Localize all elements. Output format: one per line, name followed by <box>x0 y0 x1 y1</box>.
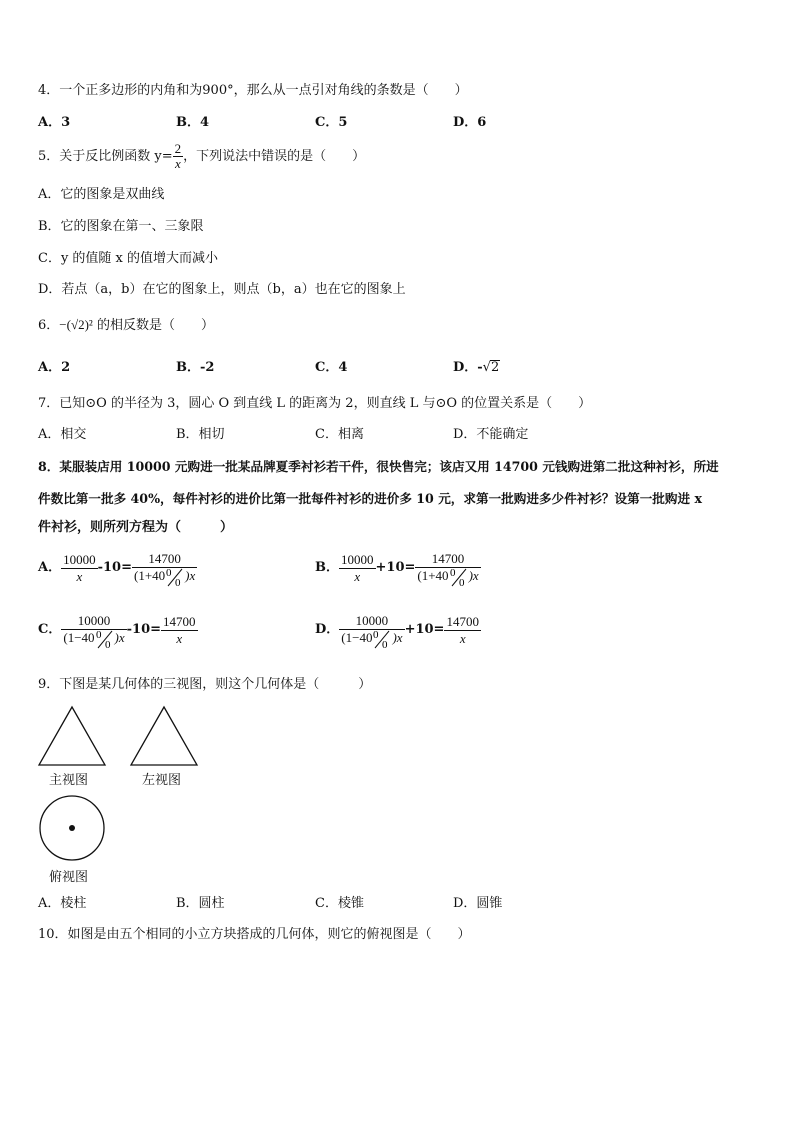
q5-frac-den: x <box>175 156 181 171</box>
q7-option-c: C．相离 <box>315 427 364 442</box>
q8-option-c <box>38 613 198 651</box>
q8-b-right-fraction <box>415 551 480 589</box>
q8-a-right-den-pre: (1+40 <box>133 568 166 583</box>
q5-option-a: A．它的图象是双曲线 <box>38 187 165 202</box>
q8-b-left-fraction <box>339 552 376 585</box>
q8-d-left-fraction <box>339 613 404 651</box>
q8-c-right-fraction <box>161 614 198 647</box>
q4-option-c: C．5 <box>315 115 348 130</box>
q7-option-b: B．相切 <box>176 427 225 442</box>
q8-d-left-num: 10000 <box>339 613 404 630</box>
top-view-circle-icon <box>36 793 108 865</box>
q9-option-c: C．棱锥 <box>315 896 364 911</box>
q8-a-right-fraction <box>132 551 197 589</box>
q4-option-b: B．4 <box>176 115 210 130</box>
svg-text:0: 0 <box>175 577 181 589</box>
q8-a-left-fraction <box>61 552 98 585</box>
q5-option-b: B．它的图象在第一、三象限 <box>38 219 204 234</box>
q8-option-d-label: D． <box>315 622 340 638</box>
q9-option-a: A．棱柱 <box>38 896 87 911</box>
q5-fraction <box>173 142 184 171</box>
q8-c-left-den-post: )x <box>114 630 125 645</box>
question-7-stem: 7．已知⊙O 的半径为 3，圆心 O 到直线 L 的距离为 2，则直线 L 与⊙O 的位置关系是（ ） <box>38 396 592 411</box>
sqrt-icon: √ <box>482 360 491 375</box>
q6-option-d <box>453 359 500 377</box>
question-9-stem: 9．下图是某几何体的三视图，则这个几何体是（ ） <box>38 677 372 692</box>
q8-a-right-den-post: )x <box>185 568 196 583</box>
q6-option-c: C．4 <box>315 360 348 375</box>
percent-icon <box>372 629 392 651</box>
svg-text:0: 0 <box>382 639 388 651</box>
question-8-line-2: 件数比第一批多 40%，每件衬衫的进价比第一批每件衬衫的进价多 10 元，求第一批购进多少件衬衫？设第一批购进 x <box>38 491 702 506</box>
q8-c-operator: -10= <box>126 622 162 638</box>
question-10-stem: 10．如图是由五个相同的小立方块搭成的几何体，则它的俯视图是（ ） <box>38 927 471 942</box>
q8-d-right-num: 14700 <box>446 613 479 629</box>
question-4-stem: 4．一个正多边形的内角和为900°，那么从一点引对角线的条数是（ ） <box>38 83 468 98</box>
question-5-stem <box>38 142 365 171</box>
q8-c-left-den-pre: (1−40 <box>63 630 95 645</box>
q8-option-c-label: C． <box>38 622 62 638</box>
svg-text:0: 0 <box>458 577 465 589</box>
question-8-line-1: 8．某服装店用 10000 元购进一批某品牌夏季衬衫若干件，很快售完；该店又用 14700 元钱购进第二批这种衬衫，所进 <box>38 459 719 474</box>
q8-c-left-den <box>61 629 126 651</box>
svg-text:0: 0 <box>104 639 111 651</box>
question-8-line-3: 件衬衫，则所列方程为（ ） <box>38 520 234 535</box>
q5-option-c: C．y 的值随 x 的值增大而减小 <box>38 251 219 266</box>
q7-option-d: D．不能确定 <box>453 427 529 442</box>
q5-option-d: D．若点（a，b）在它的图象上，则点（b，a）也在它的图象上 <box>38 282 406 297</box>
q5-frac-num: 2 <box>174 141 182 156</box>
q8-c-left-num: 10000 <box>61 613 126 630</box>
q9-option-d: D．圆锥 <box>453 896 503 911</box>
q8-option-b <box>315 551 481 589</box>
q8-d-right-fraction <box>444 614 481 647</box>
q8-b-right-num: 14700 <box>415 551 480 568</box>
top-view-label: 俯视图 <box>49 870 89 885</box>
side-view-label: 左视图 <box>142 773 182 788</box>
q8-d-right-den: x <box>459 630 466 646</box>
q8-a-left-den: x <box>76 568 83 584</box>
q9-option-b: B．圆柱 <box>176 896 225 911</box>
q4-option-a: A．3 <box>38 115 71 130</box>
q6-number: 6． <box>38 318 60 333</box>
q8-a-left-num: 10000 <box>63 551 96 567</box>
q6-option-a: A．2 <box>38 360 71 375</box>
q4-option-d: D．6 <box>453 115 487 130</box>
front-view-triangle-icon <box>36 704 108 768</box>
q8-a-operator: -10= <box>97 560 132 576</box>
q6-option-b: B．-2 <box>176 360 215 375</box>
q7-option-a: A．相交 <box>38 427 87 442</box>
q8-option-a-label: A． <box>38 560 62 576</box>
q5-stem-prefix: 5．关于反比例函数 y= <box>38 149 173 164</box>
q8-d-left-den-post: )x <box>392 630 403 645</box>
percent-icon <box>165 567 185 589</box>
q5-stem-suffix: ，下列说法中错误的是（ ） <box>183 149 366 164</box>
q8-option-d <box>315 613 481 651</box>
side-view-triangle-icon <box>128 704 200 768</box>
q8-b-right-den-post: )x <box>468 568 479 583</box>
q8-option-b-label: B． <box>315 560 339 576</box>
percent-icon <box>95 629 115 651</box>
q6-option-d-radicand: 2 <box>490 360 500 375</box>
q8-c-right-num: 14700 <box>163 613 196 629</box>
q8-b-right-den-pre: (1+40 <box>417 568 449 583</box>
q6-expression: −(√2)² <box>59 317 93 332</box>
svg-text:0: 0 <box>166 567 172 580</box>
svg-text:0: 0 <box>95 629 102 642</box>
q8-option-a <box>38 551 197 589</box>
front-view-label: 主视图 <box>49 773 89 788</box>
q6-stem-suffix: 的相反数是（ ） <box>92 318 214 333</box>
q8-c-left-fraction <box>61 613 126 651</box>
q6-option-d-label: D．- <box>453 360 483 375</box>
q8-a-right-den <box>132 567 197 589</box>
svg-text:0: 0 <box>373 629 379 642</box>
q8-d-left-den <box>339 629 404 651</box>
q8-b-left-den: x <box>354 568 361 584</box>
q8-b-operator: +10= <box>375 560 416 576</box>
q8-d-operator: +10= <box>404 622 445 638</box>
q8-d-left-den-pre: (1−40 <box>341 630 373 645</box>
percent-icon <box>449 567 469 589</box>
q8-b-left-num: 10000 <box>341 551 374 567</box>
q8-c-right-den: x <box>176 630 183 646</box>
q8-a-right-num: 14700 <box>132 551 197 568</box>
question-6-stem <box>38 316 214 335</box>
svg-text:0: 0 <box>449 567 456 580</box>
q8-b-right-den <box>415 567 480 589</box>
